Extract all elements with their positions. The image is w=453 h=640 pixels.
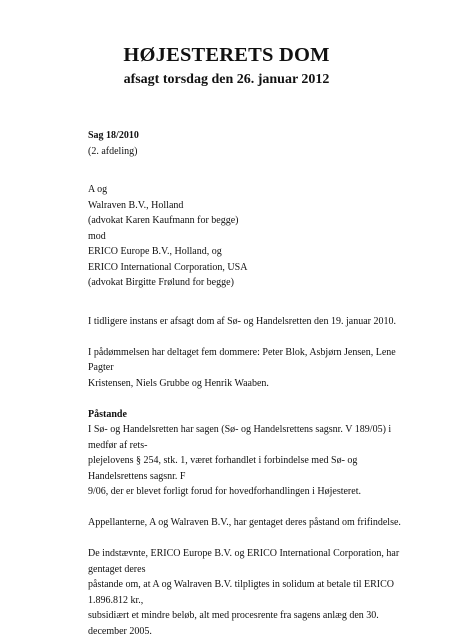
claims-line-1: I Sø- og Handelsretten har sagen (Sø- og Handelsrettens sagsnr. V 189/05) i medfør af rets-	[88, 424, 392, 451]
claims-heading: Påstande	[88, 408, 127, 420]
judges-line-1: I pådømmelsen har deltaget fem dommere: Peter Blok, Asbjørn Jensen, Lene Pagter	[88, 346, 396, 373]
claims-line-2: plejelovens § 254, stk. 1, været forhandlet i forbindelse med Sø- og Handelsrettens sagsnr. F	[88, 455, 358, 482]
respondent-2: ERICO International Corporation, USA	[88, 261, 248, 273]
appellant-2: Walraven B.V., Holland	[88, 199, 184, 211]
prior-instance-paragraph: I tidligere instans er afsagt dom af Sø- og Handelsretten den 19. januar 2010.	[88, 315, 396, 327]
respondents-claim-line-2: påstande om, at A og Walraven B.V. tilpligtes in solidum at betale til ERICO 1.896.812 kr.,	[88, 579, 395, 606]
claims-line-3: 9/06, der er blevet forligt forud for hovedforhandlingen i Højesteret.	[88, 486, 361, 497]
case-division: (2. afdeling)	[88, 145, 138, 157]
respondent-1: ERICO Europe B.V., Holland, og	[88, 246, 222, 257]
respondents-claim-line-1: De indstævnte, ERICO Europe B.V. og ERICO International Corporation, har gentaget deres	[88, 548, 400, 575]
versus-label: mod	[88, 230, 106, 242]
appellant-1: A og	[88, 184, 108, 195]
document-body	[88, 128, 408, 639]
appellant-counsel: (advokat Karen Kaufmann for begge)	[88, 215, 239, 226]
appellants-claim-paragraph: Appellanterne, A og Walraven B.V., har gentaget deres påstand om frifindelse.	[88, 517, 401, 528]
respondents-claim-line-3: subsidiært et mindre beløb, alt med procesrente fra sagens anlæg den 30. december 2005.	[88, 610, 379, 637]
case-number: Sag 18/2010	[88, 130, 139, 141]
document-subtitle: afsagt torsdag den 26. januar 2012	[123, 72, 330, 87]
document-title: HØJESTERETS DOM	[123, 44, 330, 66]
judges-line-2: Kristensen, Niels Grubbe og Henrik Waaben.	[88, 377, 269, 389]
respondent-counsel: (advokat Birgitte Frølund for begge)	[88, 277, 234, 288]
